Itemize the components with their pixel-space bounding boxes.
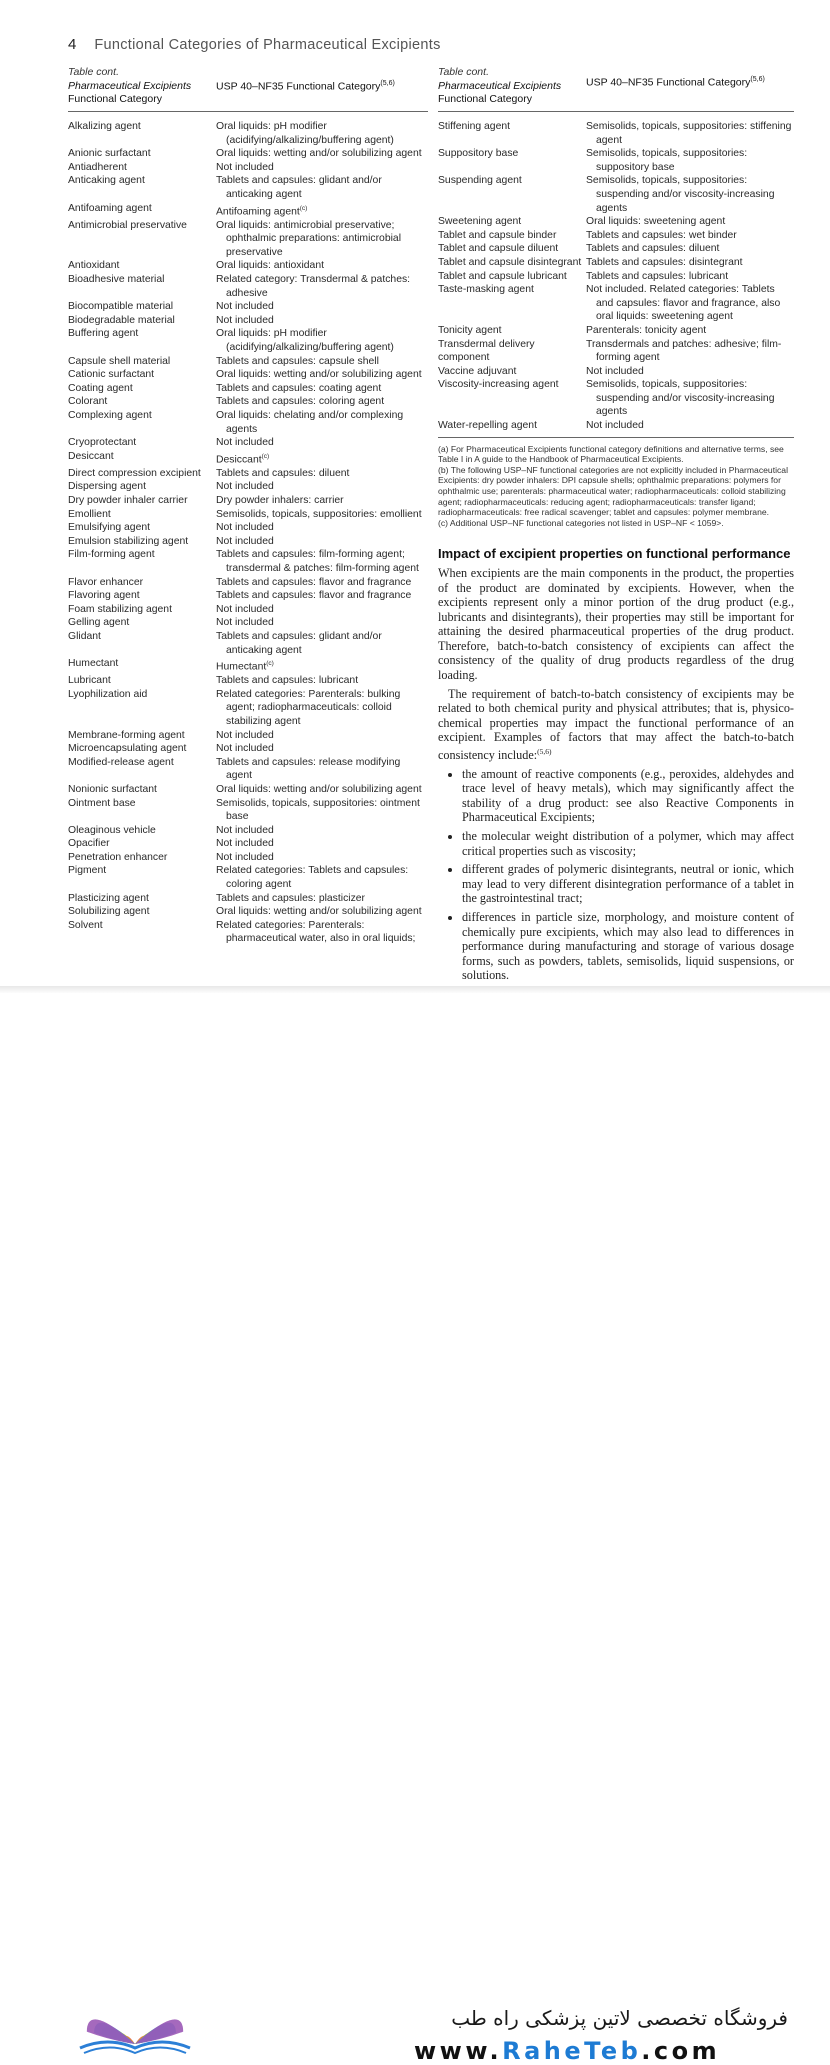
usp-category-cell: [216, 409, 428, 436]
col1-header-plain: Functional Category: [68, 93, 162, 105]
shop-name: فروشگاه تخصصی لاتین پزشکی راه طب: [451, 2006, 788, 2030]
functional-category-cell: Suspending agent: [438, 175, 522, 187]
usp-category-cell: [586, 283, 794, 324]
usp-category-cell: [586, 147, 794, 174]
table-row: [438, 324, 794, 338]
usp-category-text: Semisolids, topicals, suppositories: ointment base: [216, 797, 420, 823]
book-logo-icon: [70, 1996, 200, 2058]
usp-category-cell: [216, 147, 428, 161]
usp-category-cell: [216, 797, 428, 824]
usp-category-text: Semisolids, topicals, suppositories: emollient: [216, 508, 422, 520]
usp-category-cell: [216, 905, 428, 919]
usp-category-text: Not included: [216, 851, 274, 863]
usp-category-cell: [216, 174, 428, 201]
usp-category-text: Parenterals: tonicity agent: [586, 324, 707, 336]
functional-category-cell: Anionic surfactant: [68, 148, 151, 160]
table-row: [68, 202, 428, 219]
paragraph-2-text: The requirement of batch-to-batch consistency of excipients may be related to both chemical purity and physical attributes; that is, physico-chemical properties may impact the functional performance of an excipient. Examples of factors that may affect the batch-to-batch consistency include:: [438, 686, 794, 763]
usp-category-cell: [216, 259, 428, 273]
table-row: [68, 219, 428, 260]
footnote-c: (c) Additional USP–NF functional categories not listed in USP–NF < 1059>.: [438, 517, 724, 528]
left-column: [68, 66, 428, 946]
functional-category-cell: Vaccine adjuvant: [438, 365, 517, 377]
usp-category-text: Tablets and capsules: coloring agent: [216, 396, 385, 408]
table-row: [68, 368, 428, 382]
usp-category-text: Not included: [216, 824, 274, 836]
table-row: [438, 283, 794, 324]
logo-petal: [87, 2019, 135, 2044]
usp-category-text: Not included: [586, 365, 644, 377]
table-row: [68, 603, 428, 617]
functional-category-cell: Opacifier: [68, 838, 110, 850]
functional-category-cell: Tablet and capsule lubricant: [438, 270, 567, 282]
table-row: [438, 338, 794, 365]
table-row: [68, 273, 428, 300]
usp-category-cell: [216, 837, 428, 851]
usp-category-text: Antifoaming agent: [216, 206, 300, 218]
table-row: [68, 259, 428, 273]
usp-category-text: Tablets and capsules: glidant and/or anticaking agent: [216, 175, 382, 200]
functional-category-cell: Dispersing agent: [68, 481, 146, 493]
col2-header: [216, 80, 395, 93]
usp-category-cell: [216, 508, 428, 522]
functional-category-cell: Ointment base: [68, 797, 136, 809]
table-row: [68, 688, 428, 729]
usp-category-text: Oral liquids: antioxidant: [216, 260, 325, 272]
usp-category-cell: [216, 521, 428, 535]
table-row: [68, 436, 428, 450]
table-row: [68, 674, 428, 688]
functional-category-cell: Membrane-forming agent: [68, 729, 185, 741]
usp-category-cell: [216, 756, 428, 783]
table-row: [438, 242, 794, 256]
usp-category-text: Related category: Transdermal & patches: adhesive: [216, 274, 411, 299]
list-item: • different grades of polymeric disintegrants, neutral or ionic, which may lead to very different disintegration performance of a tablet in the gastrointestinal tract;: [462, 862, 794, 906]
usp-category-cell: [586, 256, 794, 270]
functional-category-cell: Capsule shell material: [68, 355, 171, 367]
table-row: [68, 864, 428, 891]
usp-category-cell: [216, 864, 428, 891]
usp-category-cell: [216, 729, 428, 743]
functional-category-cell: Sweetening agent: [438, 216, 522, 228]
table-row: [68, 395, 428, 409]
table-row: [68, 120, 428, 147]
usp-category-cell: [216, 480, 428, 494]
functional-category-cell: Cryoprotectant: [68, 437, 137, 449]
usp-category-text: Related categories: Parenterals: pharmaceutical water, also in oral liquids;: [216, 919, 416, 945]
functional-category-cell: Taste-masking agent: [438, 284, 534, 296]
footnote-ref: (c): [261, 452, 270, 460]
table-row: [68, 327, 428, 354]
usp-category-text: Not included: [216, 522, 274, 534]
functional-category-cell: Desiccant: [68, 450, 114, 462]
table-row: [438, 365, 794, 379]
usp-category-cell: [216, 273, 428, 300]
table-row: [68, 892, 428, 906]
usp-category-cell: [216, 851, 428, 865]
usp-category-text: Semisolids, topicals, suppositories: suppository base: [586, 148, 748, 173]
list-item: • the molecular weight distribution of a polymer, which may affect critical properties such as viscosity;: [462, 829, 794, 858]
usp-category-cell: [216, 314, 428, 328]
col2-header-text: USP 40–NF35 Functional Category: [216, 80, 381, 93]
usp-category-text: Transdermals and patches: adhesive; film-forming agent: [586, 338, 782, 364]
table-row: [68, 837, 428, 851]
usp-category-text: Tablets and capsules: flavor and fragrance: [216, 576, 412, 588]
functional-category-cell: Antimicrobial preservative: [68, 219, 187, 231]
functional-category-cell: Flavoring agent: [68, 590, 140, 602]
functional-category-cell: Pigment: [68, 865, 107, 877]
table-row: [438, 174, 794, 215]
table-row: [68, 467, 428, 481]
usp-category-cell: [216, 742, 428, 756]
functional-category-cell: Lyophilization aid: [68, 688, 148, 700]
usp-category-text: Tablets and capsules: diluent: [216, 467, 350, 479]
col2-header-text: USP 40–NF35 Functional Category: [586, 76, 751, 89]
table-row: [68, 508, 428, 522]
usp-category-text: Not included: [216, 729, 274, 741]
usp-category-cell: [216, 450, 428, 467]
running-title: Functional Categories of Pharmaceutical Excipients: [94, 37, 441, 53]
functional-category-cell: Cationic surfactant: [68, 369, 155, 381]
usp-category-cell: [216, 589, 428, 603]
col1-header: [68, 80, 191, 106]
usp-category-text: Not included: [216, 314, 274, 326]
usp-category-text: Not included: [216, 437, 274, 449]
usp-category-text: Not included: [216, 617, 274, 629]
functional-category-cell: Gelling agent: [68, 617, 130, 629]
functional-category-cell: Antioxidant: [68, 260, 120, 272]
table-row: [68, 797, 428, 824]
section-heading: Impact of excipient properties on functional performance: [438, 546, 791, 562]
watermark-band: [0, 993, 830, 2065]
functional-category-cell: Tonicity agent: [438, 324, 502, 336]
functional-category-cell: Biocompatible material: [68, 301, 174, 313]
functional-category-cell: Nonionic surfactant: [68, 783, 157, 795]
col2-header: [586, 76, 765, 89]
usp-category-text: Oral liquids: wetting and/or solubilizing agent: [216, 369, 422, 381]
functional-category-cell: Antiadherent: [68, 161, 127, 173]
usp-category-text: Not included: [216, 743, 274, 755]
table-row: [68, 729, 428, 743]
functional-category-cell: Emulsifying agent: [68, 522, 151, 534]
usp-category-cell: [586, 120, 794, 147]
usp-category-cell: [586, 215, 794, 229]
footnote-ref: (c): [266, 660, 274, 668]
table-row: [68, 174, 428, 201]
list-item: • the amount of reactive components (e.g., peroxides, aldehydes and trace level of heavy metals), which may significantly affect the stability of a drug product: see also Reactive Components in Pharmaceutical Excipients;: [462, 767, 794, 825]
usp-category-text: Semisolids, topicals, suppositories: stiffening agent: [586, 121, 792, 146]
table-row: [68, 521, 428, 535]
usp-category-text: Tablets and capsules: capsule shell: [216, 355, 379, 367]
functional-category-cell: Buffering agent: [68, 328, 139, 340]
functional-category-cell: Bioadhesive material: [68, 274, 165, 285]
functional-category-cell: Glidant: [68, 630, 101, 642]
col1-header-italic: Pharmaceutical Excipients: [438, 80, 562, 92]
col2-header-ref: (5,6): [750, 76, 765, 83]
usp-category-text: Oral liquids: antimicrobial preservative; ophthalmic preparations: antimicrobial preservative: [216, 219, 401, 258]
paragraph-2-ref: (5,6): [537, 747, 552, 757]
table-row: [68, 630, 428, 657]
usp-category-cell: [216, 202, 428, 219]
usp-category-text: Oral liquids: pH modifier (acidifying/alkalizing/buffering agent): [216, 328, 394, 353]
usp-category-text: Not included: [216, 535, 274, 547]
table-row: [68, 576, 428, 590]
usp-category-text: Oral liquids: chelating and/or complexing agents: [216, 409, 404, 435]
functional-category-cell: Film-forming agent: [68, 549, 155, 561]
table-row: [438, 147, 794, 174]
left-table-body: [68, 120, 428, 946]
functional-category-cell: Flavor enhancer: [68, 576, 144, 588]
functional-category-cell: Tablet and capsule disintegrant: [438, 256, 582, 268]
table-row: [68, 616, 428, 630]
url-suffix: .com: [641, 2037, 721, 2065]
table-row: [438, 229, 794, 243]
usp-category-cell: [216, 535, 428, 549]
functional-category-cell: Coating agent: [68, 382, 133, 394]
table-row: [68, 494, 428, 508]
usp-category-text: Related categories: Parenterals: bulking agent; radiopharmaceuticals: colloid stabilizing agent: [216, 688, 401, 727]
table-row: [68, 756, 428, 783]
table-row: [68, 783, 428, 797]
list-item: • differences in particle size, morphology, and moisture content of chemically pure excipients, which may also lead to differences in performance during manufacturing and storage of various dosage forms, such as powders, tablets, semisolids, liquid suspensions, or solutions.: [462, 910, 794, 983]
functional-category-cell: Stiffening agent: [438, 121, 511, 132]
table-cont-label: Table cont.: [438, 66, 489, 78]
table-row: [68, 589, 428, 603]
table-row: [68, 905, 428, 919]
col1-header: [438, 80, 561, 106]
functional-category-cell: Tablet and capsule binder: [438, 229, 557, 241]
usp-category-cell: [216, 382, 428, 396]
table-row: [438, 215, 794, 229]
footnote-ref: (c): [299, 204, 308, 212]
usp-category-cell: [216, 630, 428, 657]
functional-category-cell: Emollient: [68, 508, 111, 520]
functional-category-cell: Solubilizing agent: [68, 906, 150, 918]
usp-category-text: Semisolids, topicals, suppositories: suspending and/or viscosity-increasing agents: [586, 379, 775, 418]
shop-url: [414, 2037, 720, 2065]
usp-category-text: Tablets and capsules: flavor and fragrance: [216, 590, 412, 602]
url-brand: RaheTeb: [502, 2037, 642, 2065]
usp-category-cell: [216, 824, 428, 838]
usp-category-text: Oral liquids: wetting and/or solubilizing agent: [216, 783, 422, 795]
usp-category-cell: [216, 161, 428, 175]
usp-category-cell: [216, 616, 428, 630]
usp-category-text: Tablets and capsules: diluent: [586, 243, 720, 255]
usp-category-text: Oral liquids: wetting and/or solubilizing agent: [216, 148, 422, 160]
functional-category-cell: Anticaking agent: [68, 175, 145, 187]
usp-category-cell: [216, 674, 428, 688]
functional-category-cell: Microencapsulating agent: [68, 743, 187, 755]
usp-category-text: Not included: [216, 603, 274, 615]
table-cont-label: Table cont.: [68, 66, 119, 78]
usp-category-text: Not included: [586, 420, 644, 432]
usp-category-cell: [586, 270, 794, 284]
usp-category-cell: [586, 419, 794, 433]
usp-category-text: Not included. Related categories: Tablets and capsules: flavor and fragrance, also oral liquids: sweetening agent: [586, 284, 781, 323]
usp-category-cell: [216, 892, 428, 906]
table-row: [68, 535, 428, 549]
usp-category-cell: [216, 327, 428, 354]
usp-category-cell: [216, 688, 428, 729]
usp-category-cell: [586, 242, 794, 256]
table-row: [68, 147, 428, 161]
usp-category-text: Tablets and capsules: glidant and/or anticaking agent: [216, 630, 382, 656]
usp-category-cell: [216, 120, 428, 147]
usp-category-text: Tablets and capsules: lubricant: [216, 675, 359, 687]
footnote-a: (a) For Pharmaceutical Excipients functional category definitions and alternative terms, see Table I in A guide to the Handbook of Pharmaceutical Excipients.: [438, 443, 784, 465]
table-row: [68, 161, 428, 175]
usp-category-text: Dry powder inhalers: carrier: [216, 494, 344, 506]
usp-category-cell: [586, 378, 794, 419]
table-row: [438, 378, 794, 419]
usp-category-text: Tablets and capsules: wet binder: [586, 229, 737, 241]
table-row: [68, 851, 428, 865]
usp-category-cell: [216, 436, 428, 450]
footnote-b: (b) The following USP–NF functional categories are not explicitly included in Pharmaceutical Excipients: dry powder inhalers: DPI capsule shells; ophthalmic preparations: polymers for ophthalmic use; parenterals: pharmaceutical water; radiopharmaceuticals: colloid stabilizing agent; radiopharmaceuticals: reducing agent; radiopharmaceuticals: transfer ligand; radiopharmaceuticals: free radical scavenger; tablet and capsules: polymer membrane.: [438, 464, 788, 518]
usp-category-cell: [216, 300, 428, 314]
functional-category-cell: Complexing agent: [68, 409, 152, 421]
usp-category-text: Not included: [216, 481, 274, 493]
functional-category-cell: Plasticizing agent: [68, 892, 149, 904]
table-row: [68, 314, 428, 328]
usp-category-text: Tablets and capsules: coating agent: [216, 382, 382, 394]
table-footnotes: [438, 444, 794, 529]
usp-category-cell: [586, 338, 794, 365]
functional-category-cell: Lubricant: [68, 675, 111, 687]
table-row: [438, 419, 794, 433]
table-row: [68, 409, 428, 436]
usp-category-text: Tablets and capsules: film-forming agent; transdermal & patches: film-forming agent: [216, 549, 419, 574]
table-row: [438, 120, 794, 147]
usp-category-cell: [216, 395, 428, 409]
functional-category-cell: Oleaginous vehicle: [68, 824, 156, 836]
functional-category-cell: Colorant: [68, 396, 108, 408]
section-body: [438, 566, 794, 763]
table-row: [68, 548, 428, 575]
usp-category-cell: [216, 657, 428, 674]
usp-category-text: Not included: [216, 301, 274, 313]
logo-petal: [135, 2019, 183, 2044]
usp-category-text: Not included: [216, 838, 274, 850]
table-row: [68, 657, 428, 674]
left-table-header: [68, 66, 428, 112]
page-number: 4: [68, 36, 77, 53]
usp-category-cell: [216, 219, 428, 260]
usp-category-cell: [216, 919, 428, 946]
table-bottom-rule: [438, 437, 794, 438]
functional-category-cell: Direct compression excipient: [68, 467, 201, 479]
functional-category-cell: Modified-release agent: [68, 756, 174, 768]
functional-category-cell: Foam stabilizing agent: [68, 603, 172, 615]
col1-header-italic: Pharmaceutical Excipients: [68, 80, 192, 92]
usp-category-cell: [216, 548, 428, 575]
functional-category-cell: Tablet and capsule diluent: [438, 243, 559, 255]
table-row: [68, 742, 428, 756]
functional-category-cell: Antifoaming agent: [68, 202, 152, 214]
usp-category-cell: [586, 229, 794, 243]
usp-category-cell: [586, 174, 794, 215]
table-row: [68, 824, 428, 838]
functional-category-cell: Dry powder inhaler carrier: [68, 494, 188, 506]
usp-category-text: Related categories: Tablets and capsules: coloring agent: [216, 865, 409, 891]
functional-category-cell: Alkalizing agent: [68, 121, 141, 132]
usp-category-text: Humectant: [216, 661, 267, 673]
right-table-header: [438, 66, 794, 112]
col2-header-ref: (5,6): [380, 80, 395, 87]
usp-category-cell: [216, 576, 428, 590]
usp-category-text: Not included: [216, 161, 274, 173]
table-row: [438, 256, 794, 270]
functional-category-cell: Viscosity-increasing agent: [438, 379, 559, 391]
table-row: [68, 919, 428, 946]
paragraph-2: [438, 687, 794, 763]
usp-category-text: Tablets and capsules: disintegrant: [586, 256, 743, 268]
functional-category-cell: Penetration enhancer: [68, 851, 168, 863]
functional-category-cell: Water-repelling agent: [438, 420, 537, 432]
usp-category-cell: [586, 324, 794, 338]
usp-category-text: Tablets and capsules: lubricant: [586, 270, 729, 282]
functional-category-cell: Humectant: [68, 658, 119, 670]
table-row: [68, 480, 428, 494]
right-table-body: [438, 120, 794, 433]
functional-category-cell: Transdermal delivery component: [438, 338, 535, 364]
usp-category-text: Oral liquids: pH modifier (acidifying/alkalizing/buffering agent): [216, 121, 394, 146]
factor-list: [438, 767, 794, 983]
col1-header-plain: Functional Category: [438, 93, 532, 105]
table-row: [68, 355, 428, 369]
usp-category-text: Tablets and capsules: release modifying agent: [216, 756, 401, 782]
functional-category-cell: Solvent: [68, 919, 103, 931]
usp-category-cell: [216, 355, 428, 369]
table-row: [438, 270, 794, 284]
usp-category-cell: [216, 603, 428, 617]
url-prefix: www.: [414, 2037, 503, 2065]
paragraph-1: When excipients are the main components in the product, the properties of the product are dominated by excipients. However, when the excipients represent only a minor portion of the drug product (e.g., lubricants and disintegrants), their properties may still be important for attaining the desired pharmaceutical properties of the drug product. Therefore, batch-to-batch consistency of excipients can affect the consistency of the quality of drug products regardless of the drug loading.: [438, 565, 794, 683]
usp-category-cell: [216, 783, 428, 797]
functional-category-cell: Suppository base: [438, 148, 519, 160]
usp-category-cell: [216, 368, 428, 382]
usp-category-cell: [586, 365, 794, 379]
page-header: [68, 36, 441, 53]
right-column: [438, 66, 794, 987]
usp-category-text: Oral liquids: sweetening agent: [586, 216, 726, 228]
usp-category-text: Oral liquids: wetting and/or solubilizing agent: [216, 906, 422, 918]
functional-category-cell: Biodegradable material: [68, 314, 175, 326]
usp-category-text: Desiccant: [216, 454, 262, 466]
usp-category-text: Semisolids, topicals, suppositories: suspending and/or viscosity-increasing agents: [586, 175, 775, 214]
table-row: [68, 382, 428, 396]
functional-category-cell: Emulsion stabilizing agent: [68, 535, 189, 547]
table-row: [68, 300, 428, 314]
usp-category-cell: [216, 494, 428, 508]
table-row: [68, 450, 428, 467]
usp-category-cell: [216, 467, 428, 481]
usp-category-text: Tablets and capsules: plasticizer: [216, 892, 366, 904]
